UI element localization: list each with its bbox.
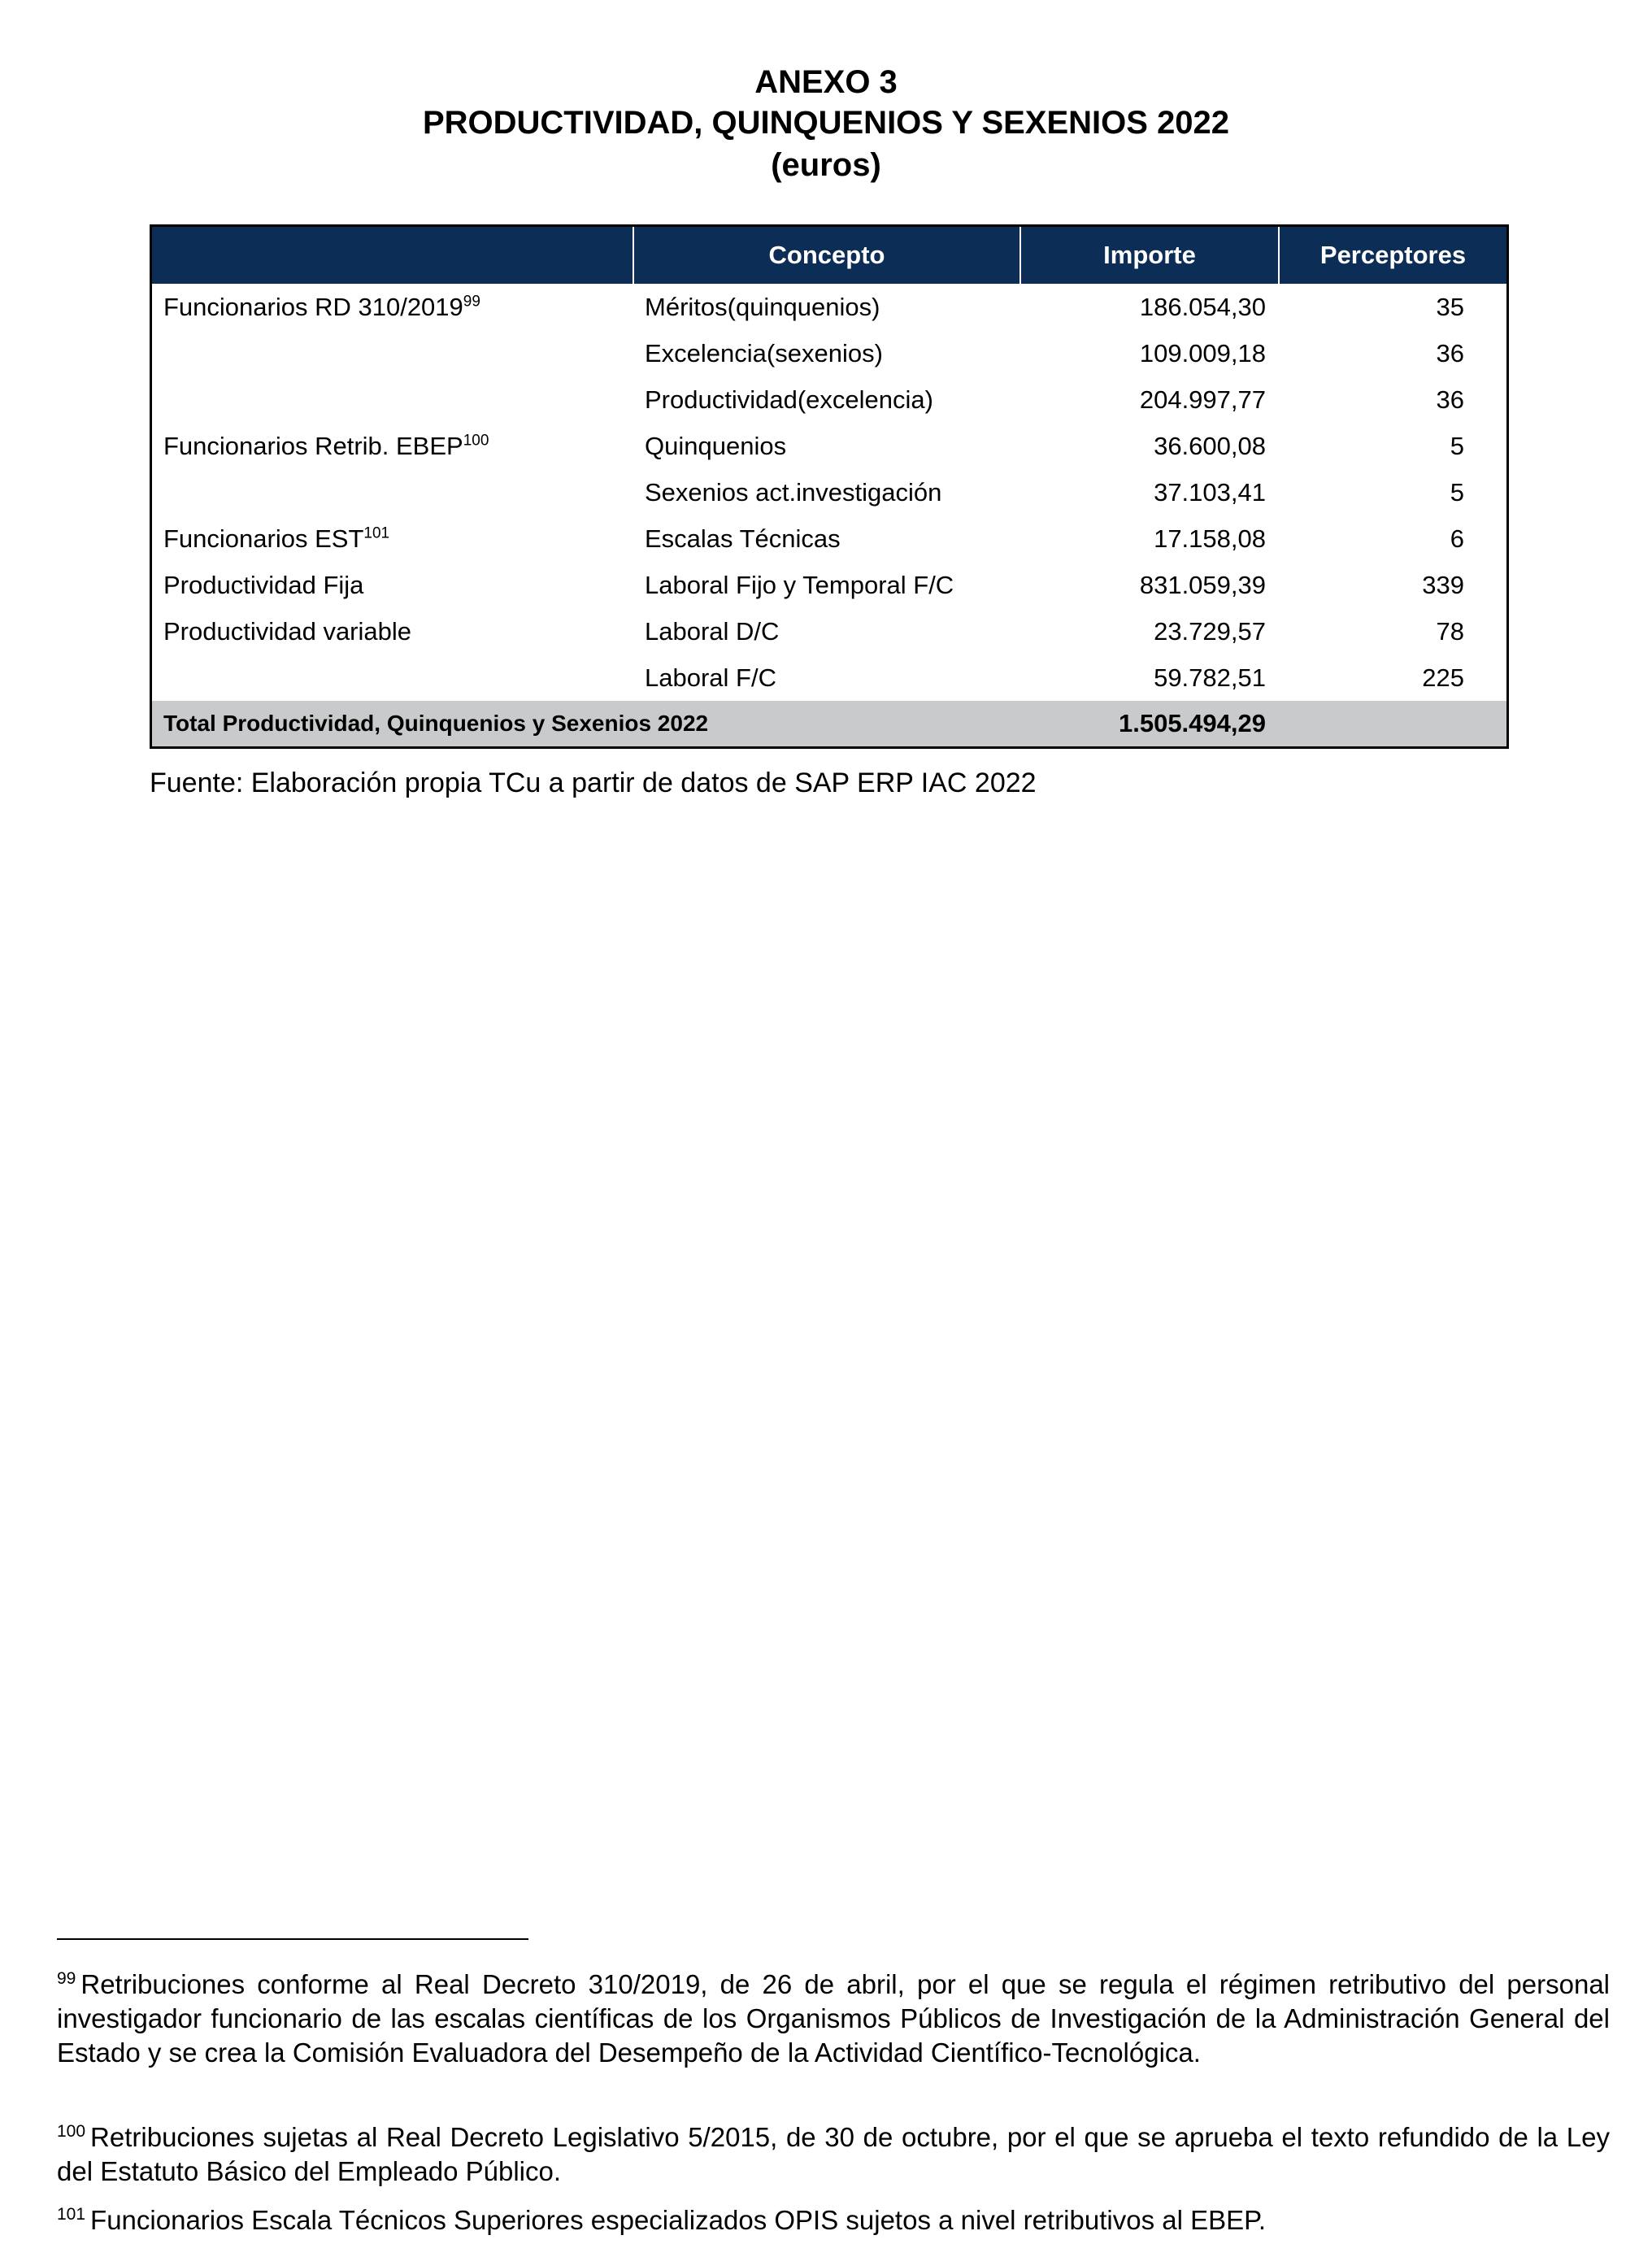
total-label: Total Productividad, Quinquenios y Sexenios 2022 — [152, 701, 1020, 746]
table-row — [152, 654, 1506, 701]
row-concepto: Laboral D/C — [645, 616, 780, 646]
row-concepto: Productividad(excelencia) — [645, 385, 933, 414]
footnote-text: Retribuciones sujetas al Real Decreto Legislativo 5/2015, de 30 de octubre, por el que se aprueba el texto refundido de la Ley del Estatuto Básico del Empleado Público. — [57, 2122, 1610, 2186]
productivity-table — [150, 224, 1509, 749]
row-group — [152, 515, 633, 562]
footnote-mark: 101 — [57, 2205, 86, 2224]
table-row — [152, 376, 1506, 423]
footnote-100 — [57, 2120, 1610, 2189]
footnote-mark: 99 — [57, 1969, 76, 1988]
row-perceptores: 36 — [1436, 338, 1464, 367]
row-group — [152, 469, 633, 515]
footnote-ref: 101 — [363, 524, 390, 542]
row-concepto: Méritos(quinquenios) — [645, 292, 880, 321]
row-group-label: Productividad variable — [163, 616, 412, 646]
table-row — [152, 608, 1506, 654]
table-row — [152, 515, 1506, 562]
row-group-label: Funcionarios EST — [163, 524, 364, 553]
table-header-row — [152, 227, 1506, 284]
annex-title: PRODUCTIVIDAD, QUINQUENIOS Y SEXENIOS 2022 — [422, 105, 1230, 141]
table-row — [152, 562, 1506, 608]
footnote-ref: 99 — [463, 293, 480, 311]
row-group — [152, 423, 633, 469]
row-group — [152, 654, 633, 701]
row-concepto: Laboral Fijo y Temporal F/C — [645, 570, 954, 599]
footnote-text: Retribuciones conforme al Real Decreto 310/2019, de 26 de abril, por el que se regula el régimen retributivo del personal investigador funcionario de las escalas científicas de los Organismos Públicos de Investigación de la Administración General del Estado y se crea la Comisión Evaluadora del Desempeño de la Actividad Científico-Tecnológica. — [57, 1969, 1610, 2068]
total-perceptores — [1279, 701, 1506, 746]
row-importe: 204.997,77 — [1139, 385, 1266, 414]
row-group — [152, 284, 633, 330]
row-perceptores: 339 — [1422, 570, 1464, 599]
table-body — [152, 284, 1506, 746]
footnote-ref: 100 — [463, 432, 489, 450]
row-importe: 831.059,39 — [1139, 570, 1266, 599]
row-concepto: Quinquenios — [645, 431, 787, 460]
footnote-divider — [57, 1938, 528, 1940]
row-group-label: Funcionarios Retrib. EBEP — [163, 431, 463, 460]
row-group-label: Funcionarios RD 310/2019 — [163, 292, 463, 321]
header-group — [152, 227, 633, 284]
table-row — [152, 423, 1506, 469]
row-perceptores: 36 — [1436, 385, 1464, 414]
source-note: Fuente: Elaboración propia TCu a partir de datos de SAP ERP IAC 2022 — [150, 768, 1037, 798]
footnote-99 — [57, 1968, 1610, 2070]
table-row — [152, 284, 1506, 330]
row-perceptores: 5 — [1450, 477, 1464, 507]
row-concepto: Laboral F/C — [645, 663, 776, 692]
row-perceptores: 35 — [1436, 292, 1464, 321]
row-importe: 17.158,08 — [1154, 524, 1266, 553]
row-group — [152, 562, 633, 608]
row-concepto: Sexenios act.investigación — [645, 477, 942, 507]
total-row — [152, 701, 1506, 746]
row-group-label: Productividad Fija — [163, 570, 364, 599]
footnote-mark: 100 — [57, 2122, 86, 2141]
annex-number: ANEXO 3 — [754, 64, 898, 100]
total-importe: 1.505.494,29 — [1020, 701, 1279, 746]
row-group — [152, 376, 633, 423]
header-perceptores: Perceptores — [1279, 227, 1506, 284]
row-perceptores: 5 — [1450, 431, 1464, 460]
annex-unit: (euros) — [771, 147, 881, 183]
row-importe: 59.782,51 — [1154, 663, 1266, 692]
row-importe: 23.729,57 — [1154, 616, 1266, 646]
footnote-text: Funcionarios Escala Técnicos Superiores especializados OPIS sujetos a nivel retributivos al EBEP. — [90, 2205, 1267, 2235]
table-row — [152, 330, 1506, 376]
row-importe: 186.054,30 — [1139, 292, 1266, 321]
header-importe: Importe — [1020, 227, 1279, 284]
table-row — [152, 469, 1506, 515]
row-importe: 37.103,41 — [1154, 477, 1266, 507]
row-group — [152, 608, 633, 654]
row-concepto: Escalas Técnicas — [645, 524, 841, 553]
row-perceptores: 78 — [1436, 616, 1464, 646]
row-group — [152, 330, 633, 376]
row-perceptores: 225 — [1422, 663, 1464, 692]
row-concepto: Excelencia(sexenios) — [645, 338, 883, 367]
row-importe: 109.009,18 — [1139, 338, 1266, 367]
row-perceptores: 6 — [1450, 524, 1464, 553]
footnote-101 — [57, 2203, 1610, 2237]
header-concepto: Concepto — [633, 227, 1020, 284]
row-importe: 36.600,08 — [1154, 431, 1266, 460]
